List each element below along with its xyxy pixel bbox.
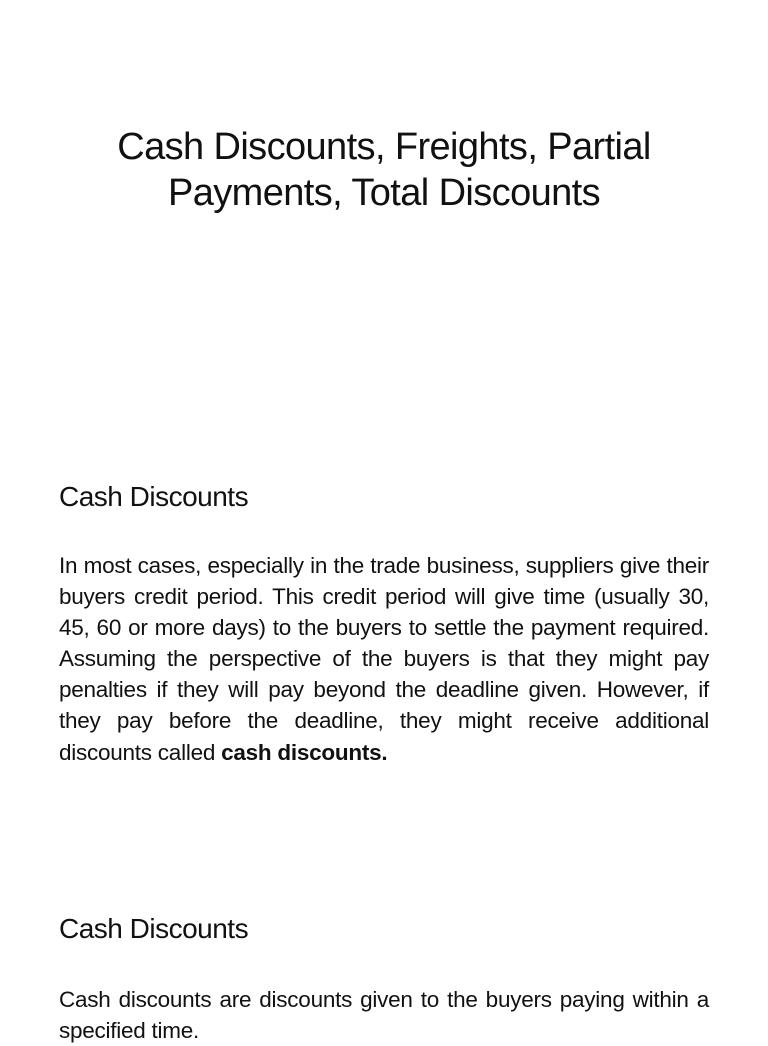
page-title: Cash Discounts, Freights, Partial Payments, Total Discounts <box>117 126 651 214</box>
section-heading-2: Cash Discounts <box>59 913 249 944</box>
section-paragraph-2: Cash discounts are discounts given to the buyers paying within a specified time. <box>59 987 709 1044</box>
section-heading-1: Cash Discounts <box>59 481 249 512</box>
paragraph-text: In most cases, especially in the trade business, suppliers give their buyers credit period. This credit period will give time (usually 30, 45, 60 or more days) to the buyers to settle the payment required. Assuming the perspective of the buyers is that they might pay penalties if they will pay beyond the deadline given. However, if they pay before the deadline, they might receive additional discounts called <box>59 553 709 765</box>
emphasized-term: cash discounts. <box>221 739 388 765</box>
section-paragraph-1 <box>59 550 709 768</box>
